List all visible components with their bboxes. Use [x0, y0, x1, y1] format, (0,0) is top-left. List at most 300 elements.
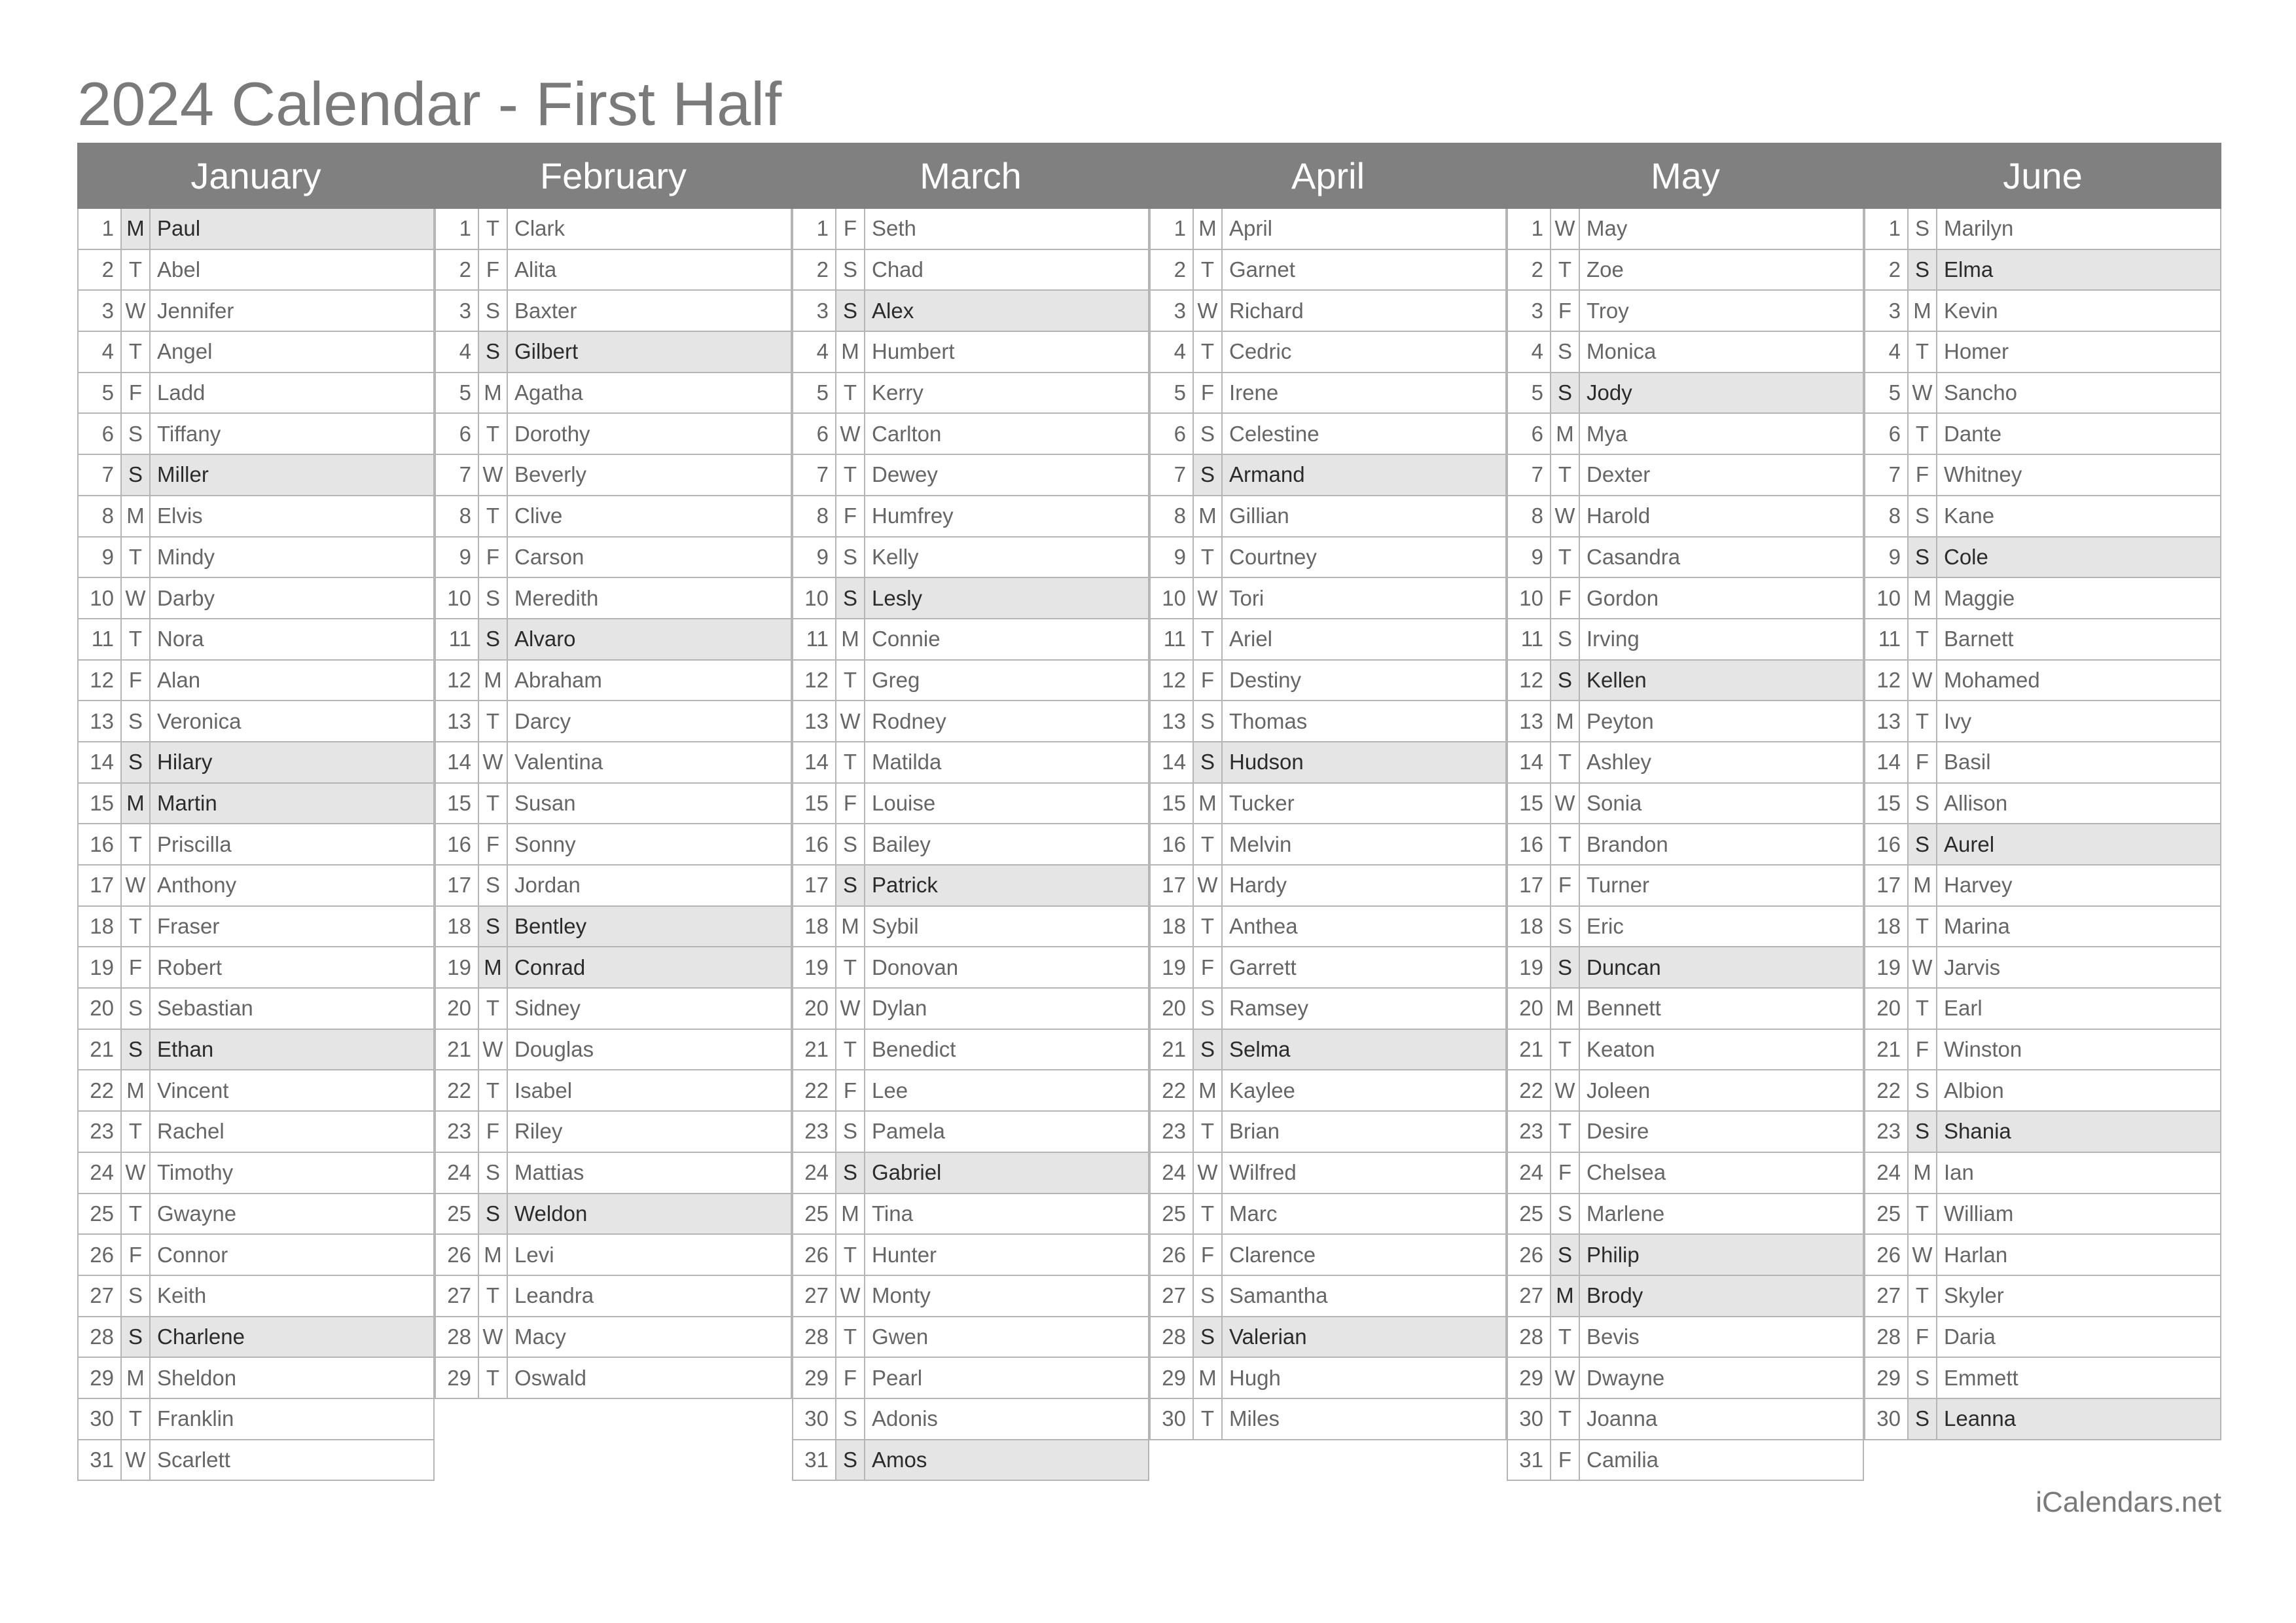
day-row [1864, 742, 2221, 784]
day-number: 9 [1865, 538, 1909, 577]
name-day: Tiffany [157, 421, 221, 446]
name-day: Kelly [872, 544, 919, 569]
day-row [1507, 209, 1864, 250]
day-number: 18 [79, 907, 122, 947]
weekday-letter: T [836, 661, 865, 701]
day-row [792, 1399, 1149, 1440]
weekday-letter: T [1909, 1194, 1937, 1234]
name-day: Cole [1937, 538, 2220, 577]
weekday-letter: W [836, 1276, 865, 1316]
weekday-letter: M [479, 947, 508, 987]
day-number: 4 [79, 332, 122, 372]
day-row [435, 947, 792, 989]
weekday-letter: W [479, 1317, 508, 1357]
day-row [435, 496, 792, 538]
name-day: Marlene [1587, 1201, 1665, 1226]
name-day: Weldon [508, 1194, 791, 1234]
weekday-letter: S [836, 866, 865, 905]
name-day: Benedict [872, 1037, 956, 1062]
weekday-letter: M [1909, 866, 1937, 905]
name-day: Sonny [514, 831, 576, 856]
day-number: 10 [1865, 578, 1909, 618]
day-row [435, 1153, 792, 1194]
name-day: Philip [1580, 1235, 1863, 1275]
weekday-letter: W [1909, 661, 1937, 701]
day-row [1864, 907, 2221, 948]
name-day: Pearl [872, 1365, 923, 1390]
weekday-letter: S [1909, 1070, 1937, 1110]
day-number: 7 [793, 455, 836, 495]
day-number: 2 [79, 250, 122, 290]
day-row [1864, 414, 2221, 455]
weekday-letter: T [836, 455, 865, 495]
day-row [435, 538, 792, 579]
day-number: 16 [1508, 824, 1551, 864]
day-number: 21 [79, 1030, 122, 1070]
weekday-letter: T [1194, 250, 1223, 290]
day-row [792, 1358, 1149, 1399]
day-number: 12 [793, 661, 836, 701]
name-day: Tori [1229, 585, 1265, 610]
day-number: 5 [1151, 373, 1194, 413]
name-day: Angel [157, 339, 213, 364]
weekday-letter: T [122, 332, 151, 372]
day-number: 1 [436, 209, 479, 249]
weekday-letter: S [836, 824, 865, 864]
weekday-letter: S [1551, 947, 1580, 987]
day-number: 10 [793, 578, 836, 618]
day-number: 16 [79, 824, 122, 864]
day-row [1864, 578, 2221, 619]
day-row [1149, 784, 1507, 825]
day-number: 20 [79, 989, 122, 1029]
day-row [1507, 989, 1864, 1030]
day-row [1507, 701, 1864, 742]
weekday-letter: F [1909, 1317, 1937, 1357]
name-day: Whitney [1944, 462, 2022, 487]
weekday-letter: S [1194, 414, 1223, 454]
name-day: Robert [157, 955, 223, 979]
weekday-letter: T [122, 1399, 151, 1439]
name-day: Greg [872, 667, 920, 692]
day-number: 2 [1865, 250, 1909, 290]
day-row [792, 619, 1149, 661]
name-day: Riley [514, 1119, 563, 1144]
day-row [1864, 1153, 2221, 1194]
day-number: 23 [1865, 1112, 1909, 1152]
day-number: 22 [793, 1070, 836, 1110]
day-number: 18 [793, 907, 836, 947]
name-day: Keaton [1587, 1037, 1655, 1062]
day-row [792, 332, 1149, 373]
day-number: 11 [1508, 619, 1551, 659]
weekday-letter: T [1194, 1194, 1223, 1234]
day-row [792, 866, 1149, 907]
month-column-february [435, 209, 792, 1399]
name-day: Selma [1223, 1030, 1505, 1070]
weekday-letter: M [1194, 1358, 1223, 1398]
name-day: Kaylee [1229, 1078, 1295, 1103]
name-day: Macy [514, 1324, 566, 1349]
weekday-letter: M [479, 373, 508, 413]
day-number: 1 [1151, 209, 1194, 249]
name-day: Anthony [157, 873, 237, 898]
day-row [1864, 1358, 2221, 1399]
weekday-letter: W [1551, 1358, 1580, 1398]
day-row [1507, 414, 1864, 455]
name-day: Dante [1944, 421, 2002, 446]
name-day: Ariel [1229, 627, 1273, 651]
day-number: 5 [436, 373, 479, 413]
day-row [1507, 619, 1864, 661]
weekday-letter: F [122, 661, 151, 701]
name-day: Humfrey [872, 503, 954, 528]
name-day: Casandra [1587, 544, 1681, 569]
day-number: 18 [1508, 907, 1551, 947]
day-row [1149, 701, 1507, 742]
weekday-letter: T [479, 209, 508, 249]
name-day: Wilfred [1229, 1160, 1297, 1185]
day-row [77, 291, 435, 332]
name-day: Valerian [1223, 1317, 1505, 1357]
name-day: Carlton [872, 421, 942, 446]
day-number: 20 [1151, 989, 1194, 1029]
weekday-letter: T [1194, 907, 1223, 947]
weekday-letter: T [122, 250, 151, 290]
weekday-letter: F [479, 824, 508, 864]
day-row [1507, 784, 1864, 825]
name-day: Cedric [1229, 339, 1292, 364]
day-number: 28 [436, 1317, 479, 1357]
day-row [1507, 1070, 1864, 1112]
weekday-letter: T [1551, 824, 1580, 864]
day-row [1507, 332, 1864, 373]
month-header-june: June [2003, 155, 2083, 196]
day-number: 24 [79, 1153, 122, 1193]
day-number: 14 [1508, 742, 1551, 782]
day-row [1149, 1030, 1507, 1071]
day-row [1864, 496, 2221, 538]
weekday-letter: S [836, 1153, 865, 1193]
weekday-letter: S [479, 578, 508, 618]
weekday-letter: M [1194, 1070, 1223, 1110]
day-number: 28 [1508, 1317, 1551, 1357]
day-number: 26 [793, 1235, 836, 1275]
name-day: Gwayne [157, 1201, 237, 1226]
day-number: 10 [79, 578, 122, 618]
weekday-letter: S [1194, 701, 1223, 741]
weekday-letter: T [1194, 1112, 1223, 1152]
day-number: 20 [793, 989, 836, 1029]
weekday-letter: M [122, 496, 151, 536]
day-number: 3 [793, 291, 836, 331]
day-row [77, 1153, 435, 1194]
name-day: Alvaro [508, 619, 791, 659]
day-number: 19 [79, 947, 122, 987]
day-number: 6 [793, 414, 836, 454]
weekday-letter: T [1909, 619, 1937, 659]
name-day: Abraham [514, 667, 602, 692]
name-day: Sheldon [157, 1365, 237, 1390]
day-row [435, 1030, 792, 1071]
day-row [77, 784, 435, 825]
weekday-letter: S [1551, 1235, 1580, 1275]
name-day: Brody [1580, 1276, 1863, 1316]
month-header-april: April [1291, 155, 1365, 196]
day-row [1864, 1317, 2221, 1359]
weekday-letter: S [479, 291, 508, 331]
day-number: 23 [1151, 1112, 1194, 1152]
name-day: Eric [1587, 914, 1624, 939]
weekday-letter: T [1909, 701, 1937, 741]
weekday-letter: T [1551, 455, 1580, 495]
name-day: Kevin [1944, 298, 1998, 323]
day-row [435, 1194, 792, 1235]
day-row [1149, 1070, 1507, 1112]
day-number: 29 [793, 1358, 836, 1398]
weekday-letter: S [1909, 496, 1937, 536]
day-row [77, 1112, 435, 1153]
day-number: 1 [79, 209, 122, 249]
name-day: Garnet [1229, 257, 1295, 282]
day-number: 26 [1151, 1235, 1194, 1275]
weekday-letter: T [479, 496, 508, 536]
day-number: 4 [436, 332, 479, 372]
name-day: Aurel [1937, 824, 2220, 864]
weekday-letter: F [1194, 373, 1223, 413]
weekday-letter: T [479, 701, 508, 741]
day-row [435, 250, 792, 291]
month-columns [77, 209, 2221, 1481]
day-row [1507, 1153, 1864, 1194]
day-row [77, 1317, 435, 1359]
day-number: 31 [79, 1440, 122, 1480]
day-number: 17 [1508, 866, 1551, 905]
name-day: Chad [872, 257, 924, 282]
weekday-letter: T [836, 1235, 865, 1275]
name-day: Connie [872, 627, 941, 651]
day-number: 21 [793, 1030, 836, 1070]
weekday-letter: M [836, 619, 865, 659]
weekday-letter: M [836, 1194, 865, 1234]
day-number: 12 [1865, 661, 1909, 701]
name-day: Isabel [514, 1078, 573, 1103]
day-number: 17 [793, 866, 836, 905]
day-row [792, 661, 1149, 702]
day-number: 23 [79, 1112, 122, 1152]
day-row [77, 947, 435, 989]
day-number: 22 [1865, 1070, 1909, 1110]
name-day: Lee [872, 1078, 908, 1103]
weekday-letter: T [122, 1112, 151, 1152]
name-day: Donovan [872, 955, 959, 979]
day-number: 8 [1151, 496, 1194, 536]
day-row [1507, 1317, 1864, 1359]
day-row [1507, 1276, 1864, 1317]
month-header-may: May [1651, 155, 1720, 196]
day-row [77, 373, 435, 414]
day-row [435, 332, 792, 373]
name-day: Leandra [514, 1283, 594, 1308]
name-day: Kellen [1580, 661, 1863, 701]
day-row [792, 1030, 1149, 1071]
weekday-letter: W [122, 291, 151, 331]
weekday-letter: M [1909, 1153, 1937, 1193]
name-day: Mindy [157, 544, 215, 569]
day-row [1507, 1235, 1864, 1276]
day-number: 21 [1151, 1030, 1194, 1070]
day-row [435, 1358, 792, 1399]
day-number: 3 [1508, 291, 1551, 331]
month-column-march [792, 209, 1149, 1481]
name-day: Destiny [1229, 667, 1302, 692]
day-number: 6 [1151, 414, 1194, 454]
weekday-letter: T [479, 784, 508, 824]
day-row [1864, 824, 2221, 866]
name-day: Barnett [1944, 627, 2014, 651]
name-day: Allison [1944, 790, 2008, 815]
day-row [435, 291, 792, 332]
day-row [792, 1070, 1149, 1112]
name-day: Clark [514, 216, 565, 241]
day-row [77, 1276, 435, 1317]
day-number: 7 [79, 455, 122, 495]
name-day: William [1944, 1201, 2014, 1226]
day-number: 21 [436, 1030, 479, 1070]
name-day: Chelsea [1587, 1160, 1666, 1185]
day-number: 17 [1151, 866, 1194, 905]
day-number: 24 [436, 1153, 479, 1193]
day-row [792, 455, 1149, 496]
day-number: 9 [436, 538, 479, 577]
day-number: 15 [793, 784, 836, 824]
day-row [1149, 1153, 1507, 1194]
day-row [1864, 1399, 2221, 1440]
day-number: 8 [793, 496, 836, 536]
weekday-letter: W [1551, 1070, 1580, 1110]
day-row [435, 742, 792, 784]
day-row [1864, 332, 2221, 373]
day-number: 21 [1508, 1030, 1551, 1070]
day-number: 5 [1508, 373, 1551, 413]
name-day: Thomas [1229, 708, 1308, 733]
day-number: 18 [1865, 907, 1909, 947]
weekday-letter: M [1909, 578, 1937, 618]
name-day: Franklin [157, 1406, 234, 1431]
day-row [792, 250, 1149, 291]
name-day: Meredith [514, 585, 599, 610]
day-row [1864, 1030, 2221, 1071]
day-row [1149, 661, 1507, 702]
weekday-letter: S [479, 1194, 508, 1234]
name-day: Miles [1229, 1406, 1280, 1431]
weekday-letter: M [122, 1358, 151, 1398]
name-day: Sancho [1944, 380, 2017, 405]
weekday-letter: W [1194, 866, 1223, 905]
day-row [77, 1235, 435, 1276]
day-row [1864, 1276, 2221, 1317]
day-number: 1 [1865, 209, 1909, 249]
day-row [1149, 578, 1507, 619]
name-day: Keith [157, 1283, 207, 1308]
weekday-letter: S [122, 414, 151, 454]
day-number: 30 [79, 1399, 122, 1439]
name-day: Monica [1587, 339, 1657, 364]
name-day: Rodney [872, 708, 946, 733]
name-day: Armand [1223, 455, 1505, 495]
weekday-letter: T [1909, 907, 1937, 947]
day-row [1507, 578, 1864, 619]
name-day: Hudson [1223, 742, 1505, 782]
day-number: 30 [1865, 1399, 1909, 1439]
name-day: Sidney [514, 996, 581, 1021]
day-number: 8 [1508, 496, 1551, 536]
weekday-letter: S [836, 1440, 865, 1480]
day-row [1864, 619, 2221, 661]
weekday-letter: W [479, 742, 508, 782]
weekday-letter: T [479, 1358, 508, 1398]
day-number: 2 [1151, 250, 1194, 290]
name-day: Kerry [872, 380, 924, 405]
day-row [792, 1317, 1149, 1359]
day-number: 10 [1508, 578, 1551, 618]
name-day: Irving [1587, 627, 1640, 651]
day-row [435, 373, 792, 414]
name-day: Elma [1937, 250, 2220, 290]
weekday-letter: T [1909, 989, 1937, 1029]
day-row [77, 538, 435, 579]
weekday-letter: T [1551, 1317, 1580, 1357]
day-number: 30 [793, 1399, 836, 1439]
day-number: 22 [79, 1070, 122, 1110]
name-day: Brandon [1587, 831, 1668, 856]
name-day: Earl [1944, 996, 1982, 1021]
weekday-letter: T [122, 907, 151, 947]
day-row [435, 661, 792, 702]
day-row [77, 619, 435, 661]
name-day: Humbert [872, 339, 955, 364]
day-number: 23 [1508, 1112, 1551, 1152]
name-day: Dwayne [1587, 1365, 1665, 1390]
day-number: 13 [1151, 701, 1194, 741]
weekday-letter: F [1551, 1153, 1580, 1193]
day-number: 19 [436, 947, 479, 987]
day-number: 6 [79, 414, 122, 454]
name-day: Courtney [1229, 544, 1317, 569]
day-number: 27 [79, 1276, 122, 1316]
day-row [435, 1317, 792, 1359]
day-number: 29 [436, 1358, 479, 1398]
weekday-letter: S [122, 742, 151, 782]
name-day: Ivy [1944, 708, 1972, 733]
weekday-letter: T [1551, 250, 1580, 290]
day-number: 5 [793, 373, 836, 413]
weekday-letter: F [1551, 578, 1580, 618]
day-row [77, 866, 435, 907]
name-day: Nora [157, 627, 204, 651]
day-row [1507, 455, 1864, 496]
name-day: Marina [1944, 914, 2010, 939]
name-day: Daria [1944, 1324, 1996, 1349]
name-day: Mattias [514, 1160, 584, 1185]
day-row [792, 784, 1149, 825]
day-row [77, 1358, 435, 1399]
name-day: Alita [514, 257, 557, 282]
day-number: 13 [793, 701, 836, 741]
weekday-letter: S [836, 578, 865, 618]
month-column-january [77, 209, 435, 1481]
month-header-row [77, 143, 2221, 209]
